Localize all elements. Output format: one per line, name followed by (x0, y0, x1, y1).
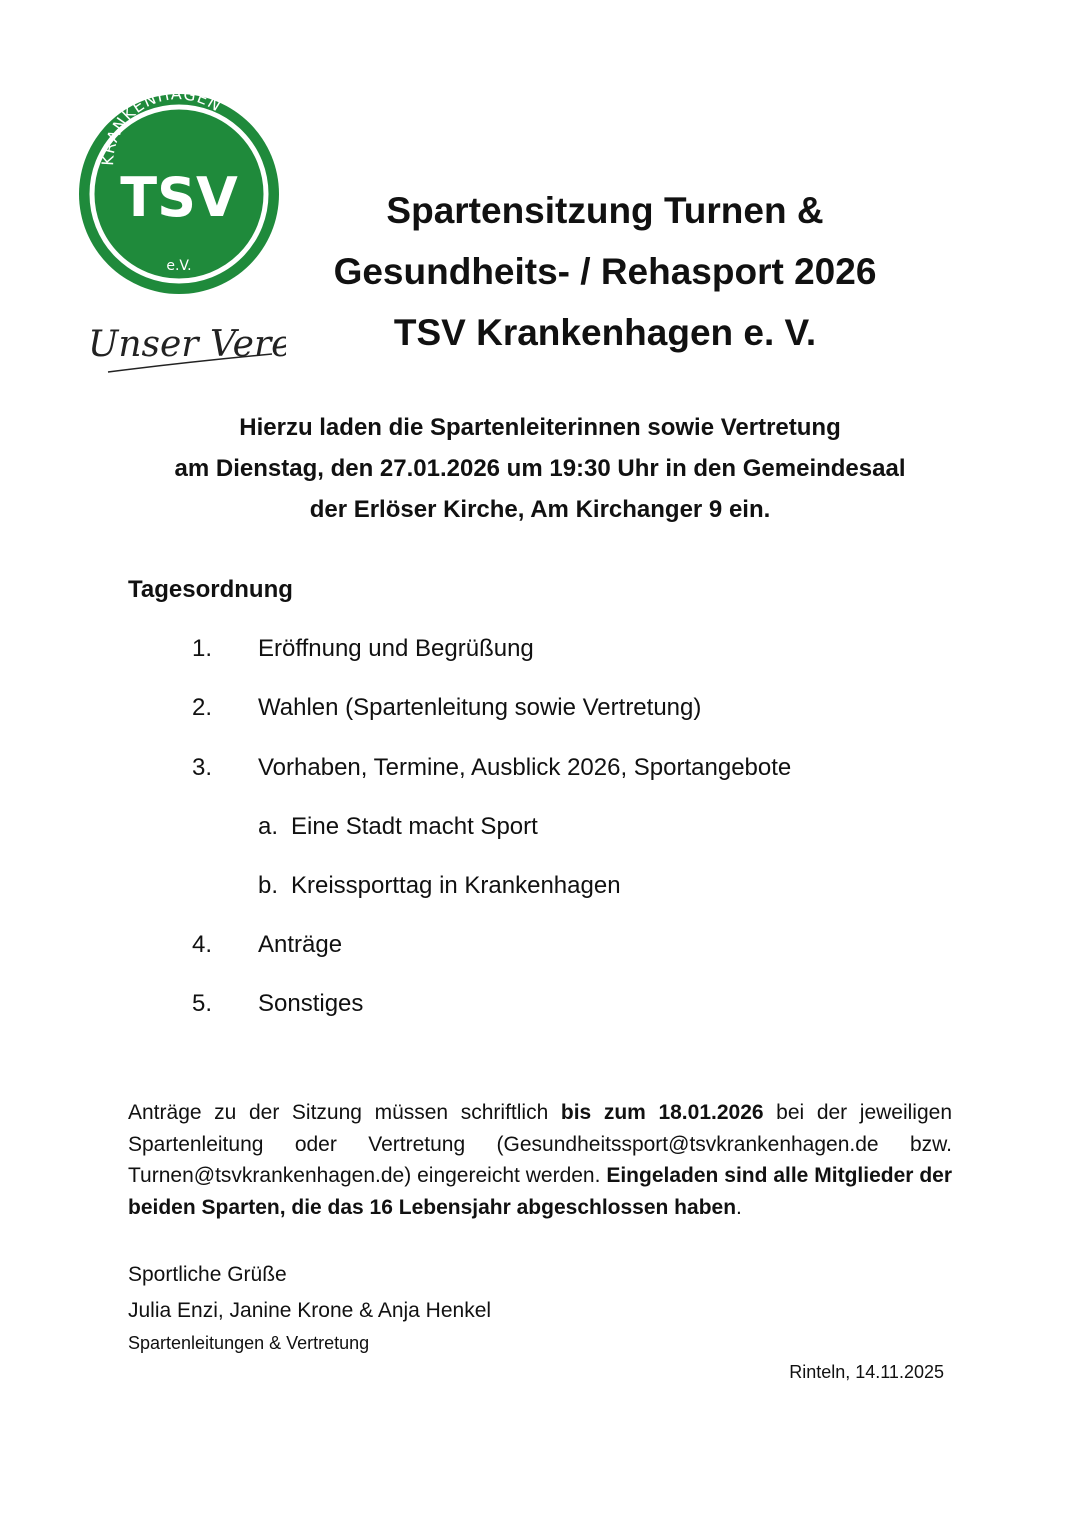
invitation-text (60, 407, 1020, 530)
agenda-item-text: Vorhaben, Termine, Ausblick 2026, Sportangebote (258, 754, 792, 781)
title-line-2: Gesundheits- / Rehasport 2026 (333, 251, 877, 292)
logo-arc-text: KRANKENH GEN (98, 94, 226, 167)
notice-text: Anträge zu der Sitzung müssen schriftlich (128, 1101, 561, 1124)
agenda-item-number: 4. (192, 931, 213, 958)
logo-ev-text: e.V. (166, 258, 192, 274)
agenda-subitem-letter: b. (258, 872, 279, 899)
document-title (300, 180, 910, 363)
place-date: Rinteln, 14.11.2025 (789, 1362, 944, 1382)
closing-greeting: Sportliche Grüße (128, 1263, 287, 1286)
invitation-line-2: am Dienstag, den 27.01.2026 um 19:30 Uhr in den Gemeindesaal (174, 455, 906, 482)
invitation-line-1: Hierzu laden die Spartenleiterinnen sowie Vertretung (239, 414, 841, 441)
notice-text: bei der jeweiligen Spartenleitung oder Vertretung (Gesundheitssport@tsvkrankenhagen.de bzw. Turnen@tsvkrankenhagen.de) eingereicht werden. (128, 1101, 953, 1187)
closing-names: Julia Enzi, Janine Krone & Anja Henkel (128, 1299, 492, 1322)
agenda-item-number: 5. (192, 990, 213, 1017)
club-logo (76, 94, 286, 394)
invitation-line-3: der Erlöser Kirche, Am Kirchanger 9 ein. (309, 496, 771, 523)
agenda-heading: Tagesordnung (128, 576, 293, 603)
agenda-subitem-text: Eine Stadt macht Sport (291, 813, 538, 840)
title-line-1: Spartensitzung Turnen & (386, 190, 824, 231)
agenda-subitem-letter: a. (258, 813, 279, 840)
closing-block (128, 1257, 491, 1357)
agenda-item-text: Eröffnung und Begrüßung (258, 635, 534, 662)
logo-main-text: TSV (120, 166, 238, 229)
closing-role: Spartenleitungen & Vertretung (128, 1333, 370, 1353)
title-line-3: TSV Krankenhagen e. V. (393, 312, 817, 353)
agenda-item-number: 1. (192, 635, 213, 662)
notice-deadline: bis zum 18.01.2026 (560, 1101, 764, 1124)
agenda-item-number: 3. (192, 754, 213, 781)
logo-slogan: Unser Ver (88, 324, 272, 365)
agenda-item-number: 2. (192, 694, 213, 721)
agenda-item-text: Sonstiges (258, 990, 364, 1017)
agenda-subitem-text: Kreissporttag in Krankenhagen (291, 872, 621, 899)
agenda-item-text: Anträge (258, 931, 343, 958)
agenda-item-text: Wahlen (Spartenleitung sowie Vertretung) (258, 694, 702, 721)
notice-text: . (736, 1195, 742, 1219)
notice-eligibility: Eingeladen sind alle Mitglieder der beiden Sparten, die das 16 Lebensjahr abgeschlossen haben (128, 1164, 952, 1219)
submission-notice (128, 1097, 952, 1223)
